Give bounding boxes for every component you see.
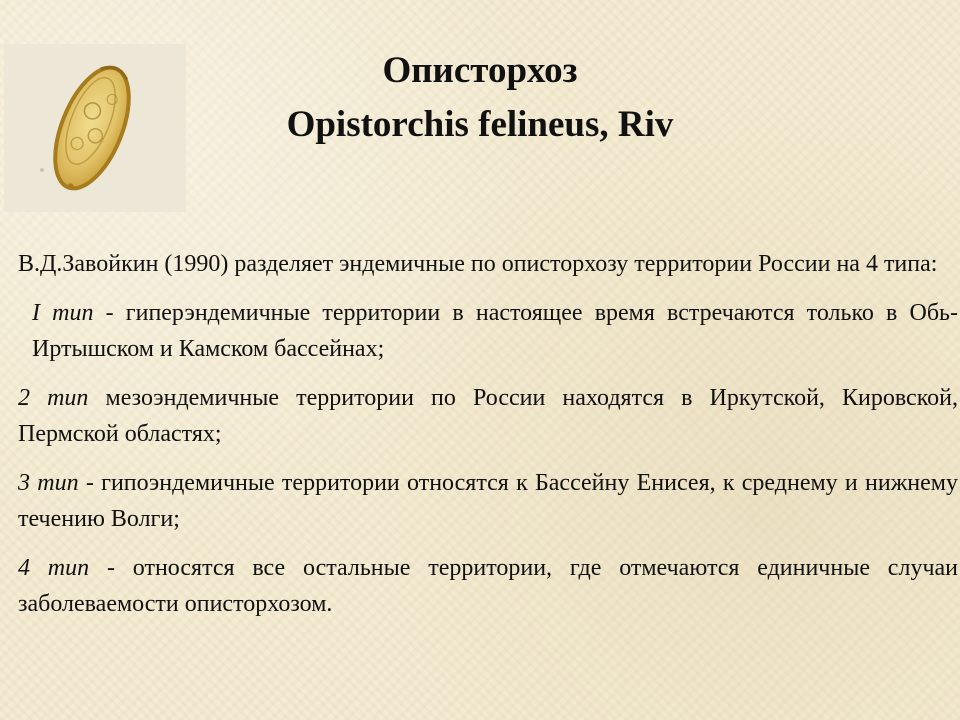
type-2-text: мезоэндемичные территории по России находятся в Иркутской, Кировской, Пермской областях; [18,385,958,447]
type-3-paragraph [18,465,958,537]
title-latin: Opistorchis felineus, Riv [286,104,674,145]
type-4-text: относятся все остальные территории, где отмечаются единичные случаи заболеваемости описторхозом. [18,555,959,617]
intro-paragraph: В.Д.Завойкин (1990) разделяет эндемичные по описторхозу территории России на 4 типа: [18,251,938,277]
type-3-text: гипоэндемичные территории относятся к Бассейну Енисея, к среднему и нижнему течению Волги; [18,470,958,532]
type-1-paragraph [18,295,958,367]
type-1-label: I тип [32,300,94,326]
type-2-label: 2 тип [18,385,89,411]
type-4-separator: - [89,555,133,581]
type-1-separator: - [93,300,126,326]
title-russian: Описторхоз [382,50,578,91]
slide-body [18,246,958,635]
type-2-separator [88,385,105,411]
type-3-separator: - [78,470,102,496]
type-4-paragraph [18,550,958,622]
type-4-label: 4 тип [18,555,90,581]
egg-micrograph-image [4,44,186,212]
type-1-text: гиперэндемичные территории в настоящее время встречаются только в Обь-Иртышском и Камском бассейнах; [32,300,958,362]
opisthorchis-egg-icon [4,44,186,212]
type-3-label: 3 тип [18,470,79,496]
slide-title [200,44,760,152]
type-2-paragraph [18,380,958,452]
